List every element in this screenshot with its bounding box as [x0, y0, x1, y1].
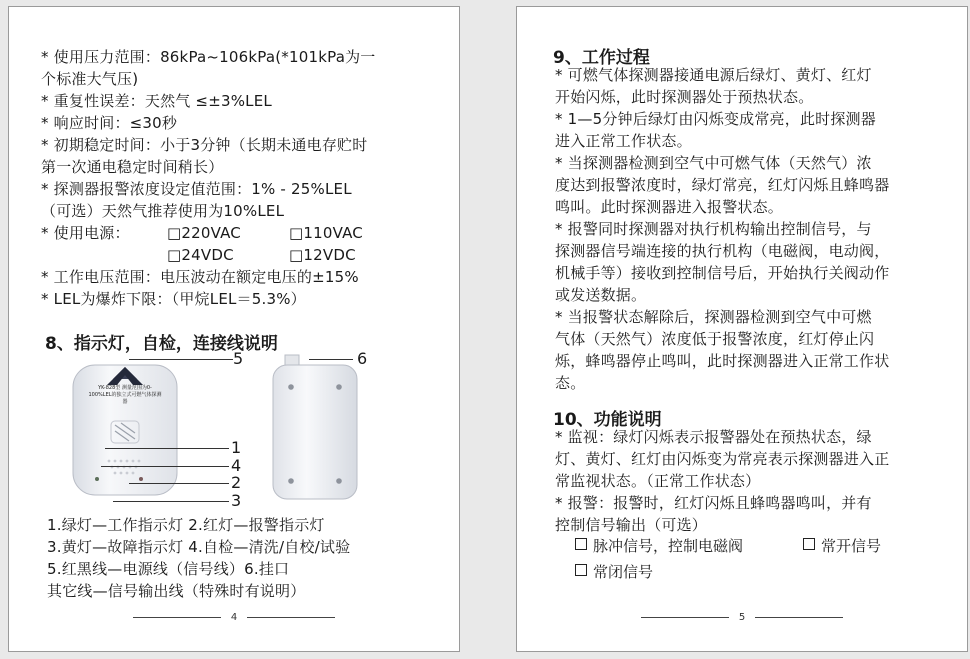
power-option: □12VDC: [289, 246, 356, 264]
callout-line: [105, 448, 229, 449]
callout-3: 3: [231, 491, 242, 510]
page-footer: [9, 612, 459, 623]
section9-title: 9、工作过程: [553, 48, 650, 68]
spec-line: * 响应时间：≤30秒: [41, 114, 178, 132]
spec-line: * 使用电源：: [41, 224, 130, 242]
callout-line: [129, 359, 233, 360]
spec-line: 第一次通电稳定时间稍长）: [41, 158, 224, 176]
process-line: 度达到报警浓度时，绿灯常亮，红灯闪烁且蜂鸣器: [555, 176, 890, 194]
function-line: 控制信号输出（可选）: [555, 516, 708, 534]
callout-line: [113, 501, 229, 502]
process-line: 或发送数据。: [555, 286, 647, 304]
callout-line: [129, 483, 229, 484]
process-line: * 当探测器检测到空气中可燃气体（天然气）浓: [555, 154, 872, 172]
page-right: [516, 6, 968, 652]
process-line: * 1—5分钟后绿灯由闪烁变成常亮，此时探测器: [555, 110, 876, 128]
process-line: * 当报警状态解除后，探测器检测到空气中可燃: [555, 308, 872, 326]
checkbox-icon: [803, 538, 815, 550]
process-line: 进入正常工作状态。: [555, 132, 692, 150]
legend-line: 5.红黑线—电源线（信号线）6.挂口: [47, 560, 290, 578]
callout-2: 2: [231, 473, 242, 492]
detector-front-illustration: [71, 361, 179, 501]
process-line: 机械手等）接收到控制信号后，开始执行关阀动作: [555, 264, 890, 282]
function-line: * 监视：绿灯闪烁表示报警器处在预热状态，绿: [555, 428, 872, 446]
detector-back-illustration: [271, 353, 361, 503]
legend-line: 其它线—信号输出线（特殊时有说明）: [47, 582, 306, 600]
process-line: * 报警同时探测器对执行机构输出控制信号，与: [555, 220, 872, 238]
process-line: 探测器信号端连接的执行机构（电磁阀，电动阀，: [555, 242, 890, 260]
callout-line: [101, 466, 229, 467]
checkbox-icon: [575, 564, 587, 576]
signal-option-normally-open: 常开信号: [803, 535, 881, 556]
process-line: * 可燃气体探测器接通电源后绿灯、黄灯、红灯: [555, 66, 872, 84]
device-label: YK-828型 测量范围为0-100%LEL的独立式可燃气体探测器: [88, 385, 162, 405]
page-number: 5: [738, 612, 746, 623]
spec-line: * LEL为爆炸下限：（甲烷LEL＝5.3%）: [41, 290, 306, 308]
function-line: 常监视状态。（正常工作状态）: [555, 472, 761, 490]
spec-line: * 探测器报警浓度设定值范围：1% - 25%LEL: [41, 180, 352, 198]
signal-option-pulse: 脉冲信号，控制电磁阀: [575, 535, 743, 556]
callout-6: 6: [357, 349, 368, 368]
spec-line: * 工作电压范围：电压波动在额定电压的±15%: [41, 268, 359, 286]
callout-4: 4: [231, 456, 242, 475]
power-option: □24VDC: [167, 246, 234, 264]
page-number: 4: [230, 612, 238, 623]
process-line: 烁，蜂鸣器停止鸣叫，此时探测器进入正常工作状: [555, 352, 890, 370]
function-line: * 报警：报警时，红灯闪烁且蜂鸣器鸣叫，并有: [555, 494, 872, 512]
section8-title: 8、指示灯，自检，连接线说明: [45, 334, 278, 354]
spec-line: （可选）天然气推荐使用为10%LEL: [41, 202, 285, 220]
spec-line: * 重复性误差：天然气 ≤±3%LEL: [41, 92, 272, 110]
spec-line: 个标准大气压): [41, 70, 139, 88]
page-left: [8, 6, 460, 652]
callout-5: 5: [233, 349, 244, 368]
spec-line: * 初期稳定时间：小于3分钟（长期未通电存贮时: [41, 136, 368, 154]
signal-option-normally-closed: 常闭信号: [575, 561, 653, 582]
process-line: 态。: [555, 374, 586, 392]
section10-title: 10、功能说明: [553, 410, 662, 430]
legend-line: 3.黄灯—故障指示灯 4.自检—清洗/自校/试验: [47, 538, 351, 556]
process-line: 开始闪烁，此时探测器处于预热状态。: [555, 88, 814, 106]
power-option: □220VAC: [167, 224, 241, 242]
checkbox-icon: [575, 538, 587, 550]
process-line: 气体（天然气）浓度低于报警浓度，红灯停止闪: [555, 330, 875, 348]
legend-line: 1.绿灯—工作指示灯 2.红灯—报警指示灯: [47, 516, 325, 534]
process-line: 鸣叫。此时探测器进入报警状态。: [555, 198, 784, 216]
function-line: 灯、黄灯、红灯由闪烁变为常亮表示探测器进入正: [555, 450, 890, 468]
power-option: □110VAC: [289, 224, 363, 242]
spec-line: * 使用压力范围：86kPa~106kPa(*101kPa为一: [41, 48, 376, 66]
callout-1: 1: [231, 438, 242, 457]
callout-line: [309, 359, 353, 360]
page-footer: [517, 612, 967, 623]
